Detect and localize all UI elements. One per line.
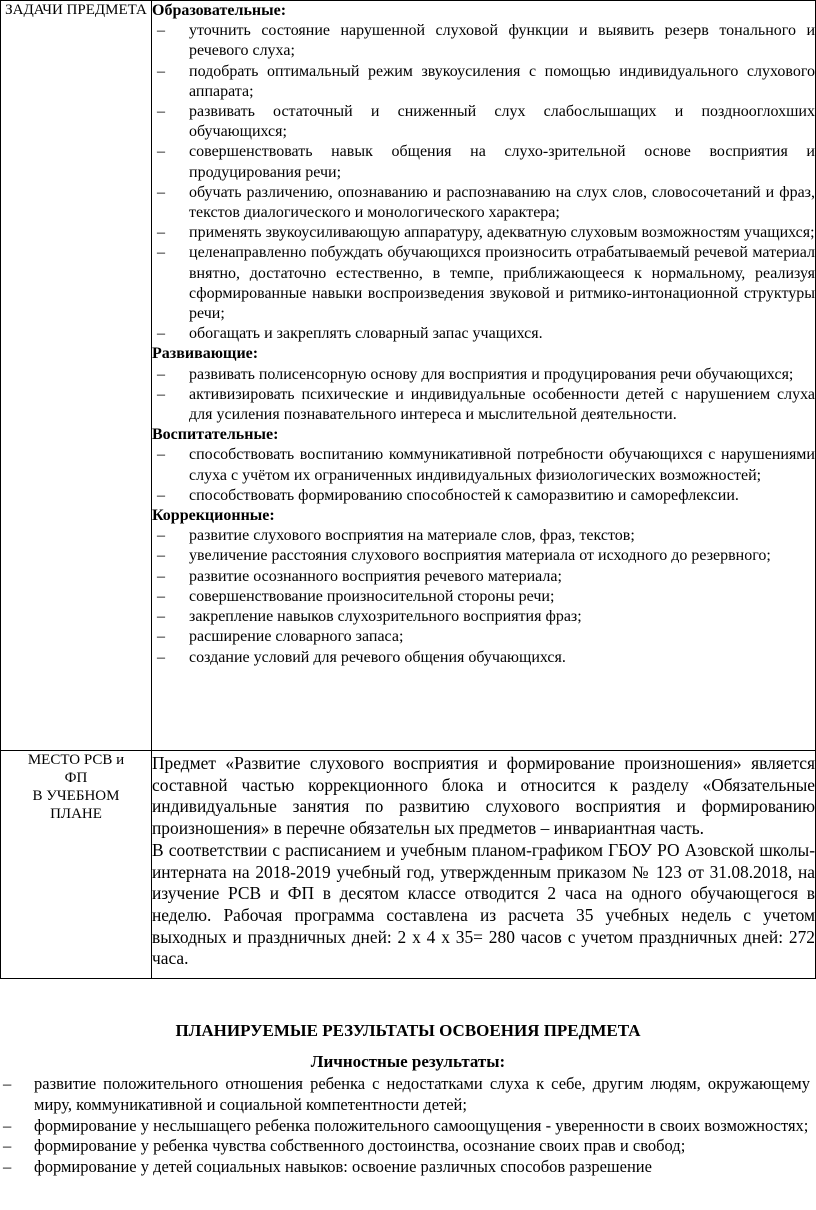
section-heading: Образовательные: — [152, 2, 287, 19]
list-item: – развивать полисенсорную основу для восприятия и продуцирования речи обучающихся; — [152, 365, 815, 385]
place-label-line: ФП — [64, 770, 88, 786]
list-item: – формирование у неслышащего ребенка положительного самоощущения - уверенности в своих возможностях; — [0, 1116, 810, 1137]
tasks-section-upbringing — [152, 425, 815, 506]
list-item: – применять звукоусиливающую аппаратуру, адекватную слуховым возможностям учащихся; — [152, 223, 815, 243]
tasks-section-educational — [152, 1, 815, 344]
section-heading: Коррекционные: — [152, 507, 275, 525]
tasks-section-correctional — [152, 506, 815, 668]
results-list — [0, 1074, 810, 1178]
list-item: – уточнить состояние нарушенной слуховой функции и выявить резерв тонального и речевого слуха; — [152, 21, 815, 61]
list-item: – развивать остаточный и сниженный слух слабослышащих и позднооглохших обучающихся; — [152, 102, 815, 142]
list-item: – целенаправленно побуждать обучающихся произносить отрабатываемый речевой материал внятно, достаточно естественно, в темпе, приближающееся к нормальному, реализуя сформированные навыки воспроизведения звуковой и ритмико-интонационной структуры речи; — [152, 243, 815, 324]
tasks-label-cell — [1, 1, 152, 751]
list-item: – развитие осознанного восприятия речевого материала; — [152, 567, 815, 587]
section-heading: Развивающие: — [152, 345, 259, 363]
list-item: – активизировать психические и индивидуальные особенности детей с нарушением слуха для усиления познавательного интереса и мыслительной деятельности. — [152, 385, 815, 425]
list-item: – подобрать оптимальный режим звукоусиления с помощью индивидуального слухового аппарата; — [152, 62, 815, 102]
list-item: – обучать различению, опознаванию и распознаванию на слух слов, словосочетаний и фраз, текстов диалогического и монологического характера; — [152, 183, 815, 223]
list-item: – закрепление навыков слухозрительного восприятия фраз; — [152, 607, 815, 627]
section-list — [152, 445, 815, 506]
list-item: – способствовать воспитанию коммуникативной потребности обучающихся с нарушениями слуха с учётом их ограниченных индивидуальных физиологических возможностей; — [152, 445, 815, 485]
place-paragraph: В соответствии с расписанием и учебным планом-графиком ГБОУ РО Азовской школы-интерната на 2018-2019 учебный год, утвержденным приказом № 123 от 31.08.2018, на изучение РСВ и ФП в десятом классе отводится 2 часа на одного обучающегося в неделю. Рабочая программа составлена из расчета 35 учебных недель с учетом выходных и праздничных дней: 2 х 4 х 35= 280 часов с учетом праздничных дней: 272 часа. — [152, 839, 815, 969]
results-subtitle: Личностные результаты: — [310, 1052, 506, 1071]
section-list — [152, 526, 815, 667]
list-item: – развитие слухового восприятия на материале слов, фраз, текстов; — [152, 526, 815, 546]
tasks-content-cell — [152, 1, 816, 751]
place-label-line: ПЛАНЕ — [50, 806, 102, 822]
place-label-cell — [1, 751, 152, 979]
tasks-label: ЗАДАЧИ ПРЕДМЕТА — [5, 2, 147, 18]
tasks-row — [1, 1, 816, 751]
results-title: ПЛАНИРУЕМЫЕ РЕЗУЛЬТАТЫ ОСВОЕНИЯ ПРЕДМЕТА — [175, 1021, 641, 1040]
section-list — [152, 21, 815, 344]
place-label-line: В УЧЕБНОМ — [32, 788, 120, 804]
list-item: – увеличение расстояния слухового восприятия материала от исходного до резервного; — [152, 546, 815, 566]
list-item: – развитие положительного отношения ребенка с недостатками слуха к себе, другим людям, окружающему миру, коммуникативной и социальной компетентности детей; — [0, 1074, 810, 1116]
list-item: – способствовать формированию способностей к саморазвитию и саморефлексии. — [152, 486, 815, 506]
list-item: – совершенствовать навык общения на слухо-зрительной основе восприятия и продуцирования речи; — [152, 142, 815, 182]
list-item: – создание условий для речевого общения обучающихся. — [152, 648, 815, 668]
place-label-line: МЕСТО РСВ и — [27, 752, 125, 768]
list-item: – расширение словарного запаса; — [152, 627, 815, 647]
list-item: – формирование у детей социальных навыков: освоение различных способов разрешение — [0, 1157, 810, 1178]
place-content-cell — [152, 751, 816, 979]
place-paragraph: Предмет «Развитие слухового восприятия и формирование произношения» является составной частью коррекционного блока и относится к разделу «Обязательные индивидуальные занятия по развитию слухового восприятия и формированию произношения» в перечне обязательн ых предметов – инвариантная часть. — [152, 753, 815, 839]
section-heading: Воспитательные: — [152, 426, 279, 444]
list-item: – формирование у ребенка чувства собственного достоинства, осознание своих прав и свобод; — [0, 1136, 810, 1157]
list-item: – обогащать и закреплять словарный запас учащихся. — [152, 324, 815, 344]
section-list — [152, 365, 815, 426]
tasks-section-developmental — [152, 344, 815, 425]
list-item: – совершенствование произносительной стороны речи; — [152, 587, 815, 607]
curriculum-place-row — [1, 751, 816, 979]
